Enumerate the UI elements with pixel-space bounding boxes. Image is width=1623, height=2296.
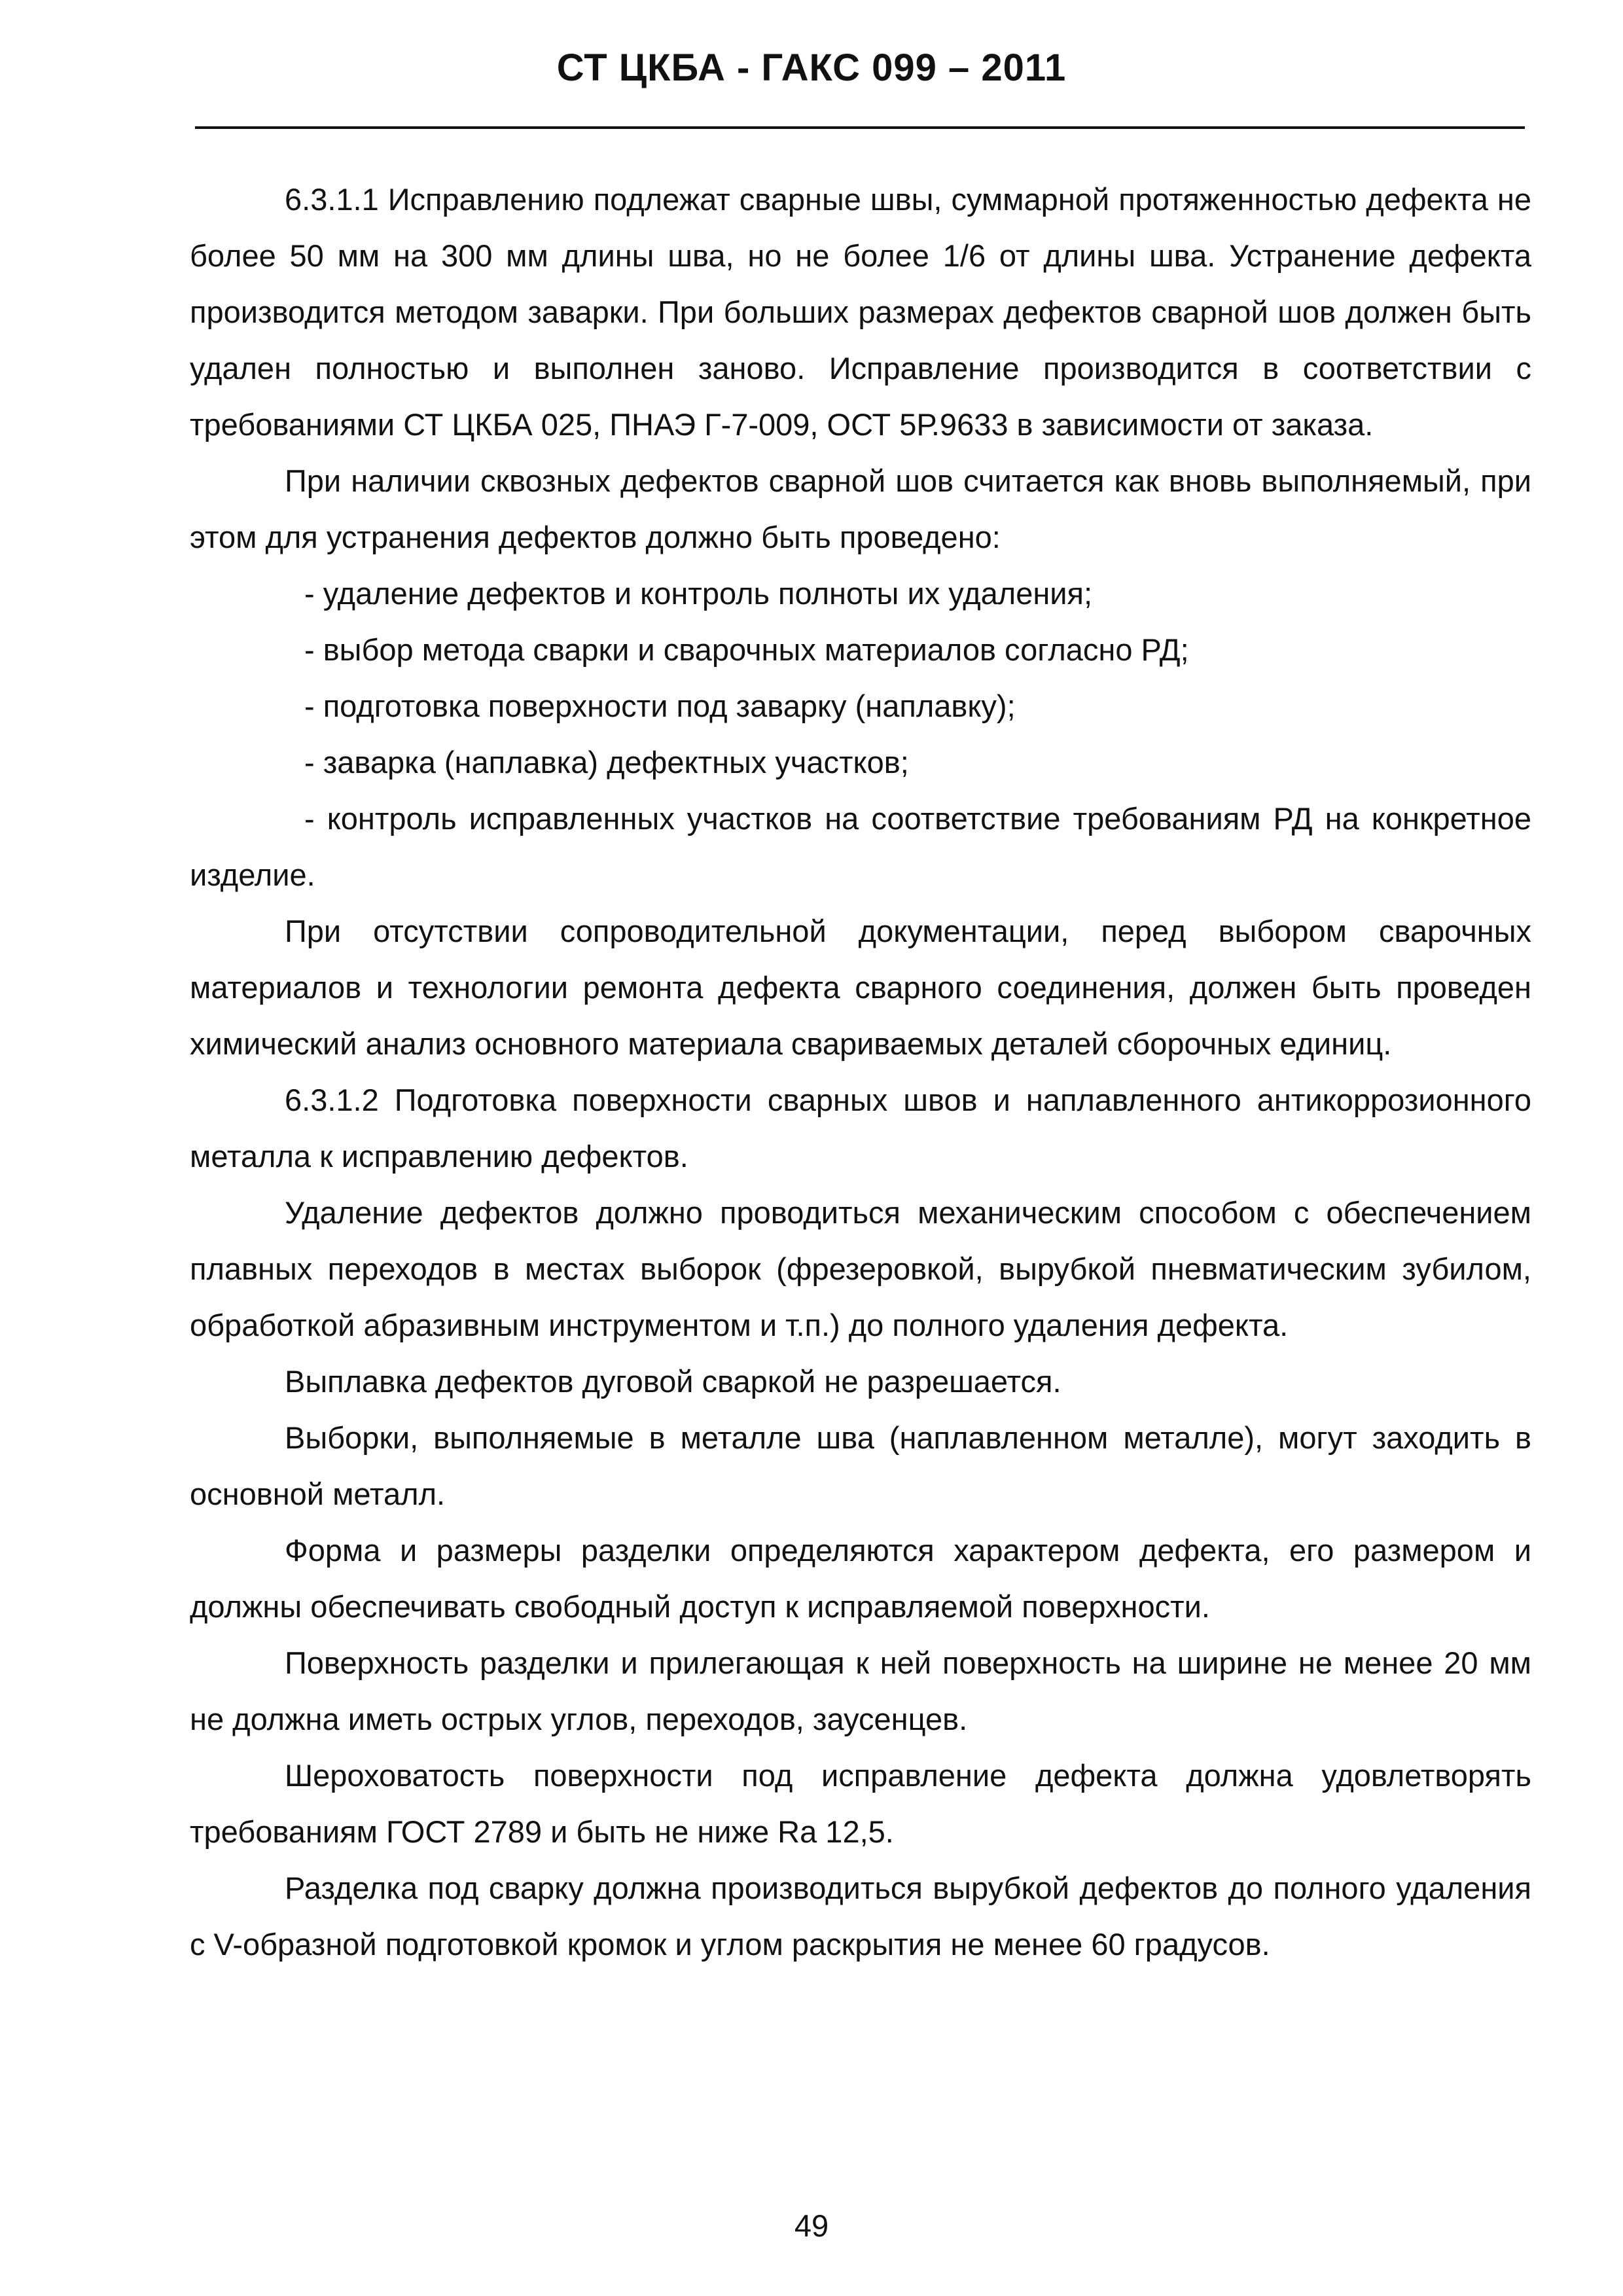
paragraph-6-3-1-1: 6.3.1.1 Исправлению подлежат сварные швы, суммарной протяженностью дефекта не более 50 мм на 300 мм длины шва, но не более 1/6 от длины шва. Устранение дефекта производится методом заварки. При больших размерах дефектов сварной шов должен быть удален полностью и выполнен заново. Исправление производится в соответствии с требованиями СТ ЦКБА 025, ПНАЭ Г-7-009, ОСТ 5Р.9633 в зависимости от заказа. <box>190 182 1531 442</box>
paragraph-cavities: Выборки, выполняемые в металле шва (наплавленном металле), могут заходить в основной металл. <box>190 1420 1531 1511</box>
list-item: - заварка (наплавка) дефектных участков; <box>304 745 909 780</box>
paragraph-arc-melting: Выплавка дефектов дуговой сваркой не разрешается. <box>285 1364 1061 1399</box>
paragraph-through-defects: При наличии сквозных дефектов сварной шов считается как вновь выполняемый, при этом для устранения дефектов должно быть проведено: <box>190 463 1531 554</box>
document-body <box>190 171 1531 1973</box>
paragraph-groove-preparation: Разделка под сварку должна производиться вырубкой дефектов до полного удаления с V-образной подготовкой кромок и углом раскрытия не менее 60 градусов. <box>190 1871 1531 1962</box>
list-item: - выбор метода сварки и сварочных материалов согласно РД; <box>304 632 1189 667</box>
list-item: - контроль исправленных участков на соответствие требованиям РД на конкретное изделие. <box>190 801 1531 892</box>
list-item: - подготовка поверхности под заварку (наплавку); <box>304 689 1016 723</box>
paragraph-roughness: Шероховатость поверхности под исправление дефекта должна удовлетворять требованиям ГОСТ 2789 и быть не ниже Ra 12,5. <box>190 1758 1531 1849</box>
paragraph-groove-shape: Форма и размеры разделки определяются характером дефекта, его размером и должны обеспечивать свободный доступ к исправляемой поверхности. <box>190 1533 1531 1624</box>
paragraph-6-3-1-2: 6.3.1.2 Подготовка поверхности сварных швов и наплавленного антикоррозионного металла к исправлению дефектов. <box>190 1083 1531 1174</box>
paragraph-no-documentation: При отсутствии сопроводительной документации, перед выбором сварочных материалов и технологии ремонта дефекта сварного соединения, должен быть проведен химический анализ основного материала свариваемых деталей сборочных единиц. <box>190 914 1531 1061</box>
document-header-title: СТ ЦКБА - ГАКС 099 – 2011 <box>556 46 1067 89</box>
paragraph-groove-surface: Поверхность разделки и прилегающая к ней поверхность на ширине не менее 20 мм не должна иметь острых углов, переходов, заусенцев. <box>190 1645 1531 1736</box>
header-divider <box>195 126 1525 129</box>
paragraph-defect-removal: Удаление дефектов должно проводиться механическим способом с обеспечением плавных переходов в местах выборок (фрезеровкой, вырубкой пневматическим зубилом, обработкой абразивным инструментом и т.п.) до полного удаления дефекта. <box>190 1195 1531 1342</box>
list-item: - удаление дефектов и контроль полноты их удаления; <box>304 576 1093 611</box>
page-number: 49 <box>794 2208 829 2243</box>
